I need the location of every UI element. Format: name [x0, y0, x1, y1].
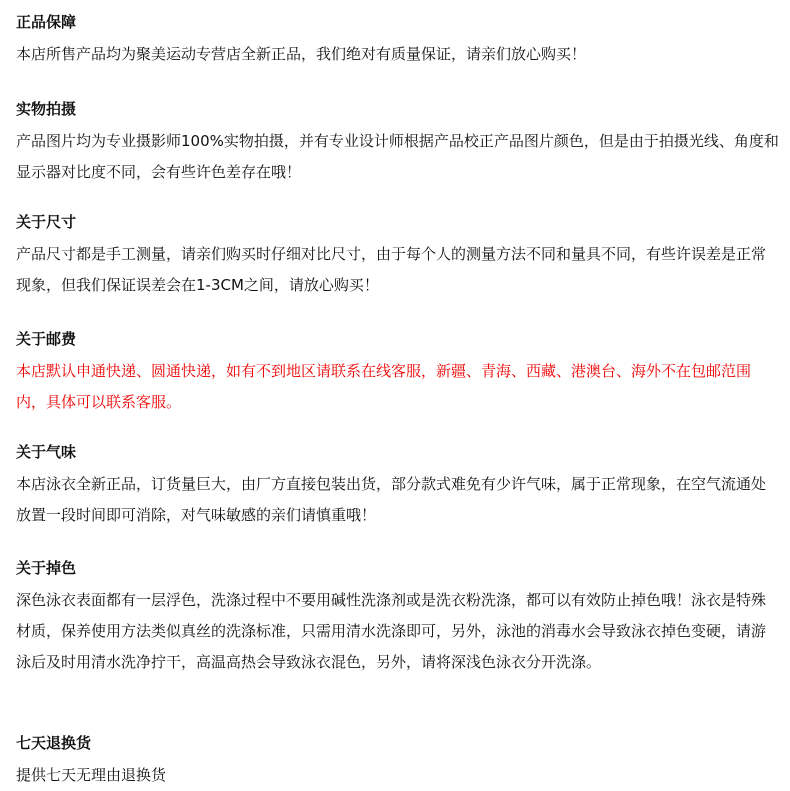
section-heading: 关于邮费: [16, 330, 77, 348]
section-heading: 正品保障: [16, 13, 77, 31]
section-text: 本店所售产品均为聚美运动专营店全新正品，我们绝对有质量保证，请亲们放心购买！: [16, 45, 587, 63]
section-text: 提供七天无理由退换货: [16, 766, 167, 784]
section-text-highlight: 本店默认申通快递、圆通快递，如有不到地区请联系在线客服，新疆、青海、西藏、港澳台、海外不在包邮范围内，具体可以联系客服。: [16, 362, 752, 411]
section-authenticity: [16, 12, 780, 70]
section-size: [16, 212, 780, 301]
section-returns: [16, 733, 780, 791]
section-heading: 关于气味: [16, 443, 77, 461]
section-text: 产品图片均为专业摄影师100%实物拍摄，并有专业设计师根据产品校正产品图片颜色，但是由于拍摄光线、角度和显示器对比度不同，会有些许色差存在哦！: [16, 132, 779, 181]
section-heading: 关于掉色: [16, 559, 77, 577]
section-odor: [16, 442, 780, 531]
section-heading: 实物拍摄: [16, 100, 77, 118]
section-shipping: [16, 329, 780, 418]
section-text: 本店泳衣全新正品，订货量巨大，由厂方直接包装出货，部分款式难免有少许气味，属于正常现象，在空气流通处放置一段时间即可消除，对气味敏感的亲们请慎重哦！: [16, 475, 767, 524]
section-heading: 关于尺寸: [16, 213, 77, 231]
section-photography: [16, 99, 780, 188]
section-text: 产品尺寸都是手工测量，请亲们购买时仔细对比尺寸，由于每个人的测量方法不同和量具不同，有些许误差是正常现象，但我们保证误差会在1-3CM之间，请放心购买！: [16, 245, 767, 294]
section-heading: 七天退换货: [16, 734, 92, 752]
section-text: 深色泳衣表面都有一层浮色，洗涤过程中不要用碱性洗涤剂或是洗衣粉洗涤，都可以有效防止掉色哦！泳衣是特殊材质，保养使用方法类似真丝的洗涤标准，只需用清水洗涤即可，另外，泳池的消毒水会导致泳衣掉色变硬，请游泳后及时用清水洗净拧干，高温高热会导致泳衣混色，另外，请将深浅色泳衣分开洗涤。: [16, 591, 767, 671]
section-color-fading: [16, 558, 780, 678]
